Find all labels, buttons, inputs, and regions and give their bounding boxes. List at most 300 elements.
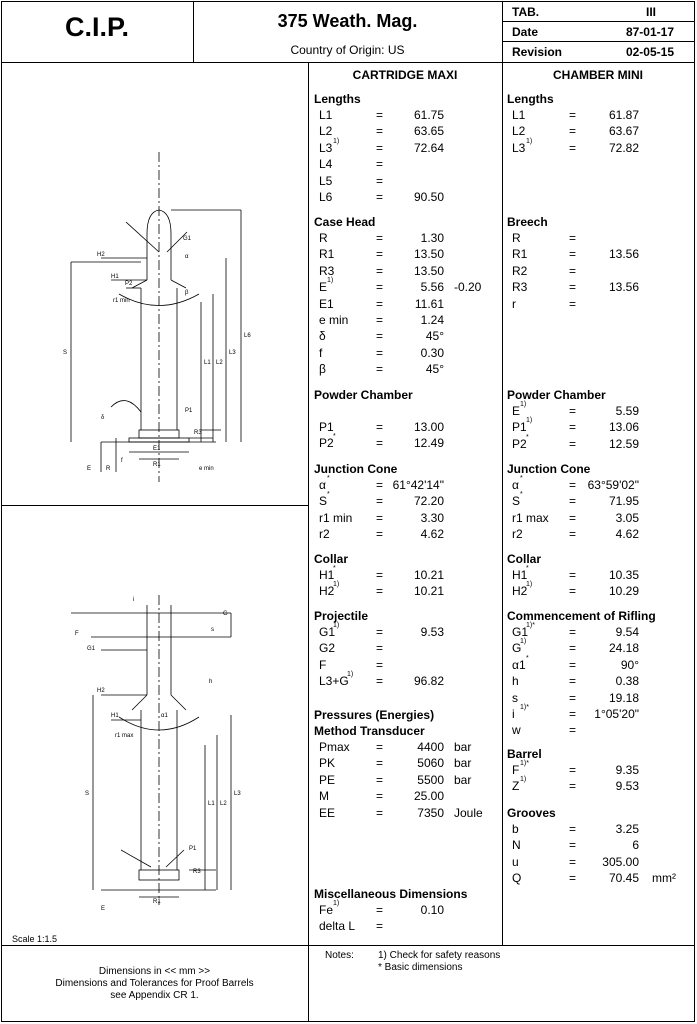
row-value: 13.56 xyxy=(608,247,639,262)
row-equals: = xyxy=(376,173,384,188)
dim-label: E xyxy=(101,906,106,912)
row-equals: = xyxy=(376,494,384,509)
row-value: 10.29 xyxy=(608,584,639,599)
dim-label: H1 xyxy=(111,713,119,719)
section-title: Projectile xyxy=(314,609,369,623)
row-label: N xyxy=(512,838,521,853)
row-label: L2 xyxy=(512,124,526,139)
row-value: 3.25 xyxy=(615,822,639,836)
row-footnote-mark: 1)* xyxy=(520,760,529,767)
row-equals: = xyxy=(376,108,384,122)
dim-label: F xyxy=(75,631,79,637)
g1-leader xyxy=(126,222,159,252)
row-equals: = xyxy=(569,641,577,656)
row-label: H1 xyxy=(512,568,528,582)
row-equals: = xyxy=(569,108,577,122)
revision-label: Revision xyxy=(512,45,563,59)
row-footnote-mark: 1)* xyxy=(520,704,529,711)
row-label: L5 xyxy=(319,173,333,188)
row-footnote-mark: 1) xyxy=(333,622,340,629)
row-label: R3 xyxy=(512,280,528,295)
row-label: M xyxy=(319,789,329,804)
row-value: 3.05 xyxy=(615,510,639,525)
tab-label: TAB. xyxy=(512,5,540,19)
row-label: G2 xyxy=(319,641,336,656)
row-label: Fe xyxy=(319,903,334,917)
dim-label: S xyxy=(85,791,90,797)
row-equals: = xyxy=(569,296,577,311)
dim-label: P1 xyxy=(185,408,193,414)
row-unit: mm² xyxy=(652,871,676,886)
row-equals: = xyxy=(569,723,577,738)
row-value: 13.50 xyxy=(413,263,444,278)
dim-label: α xyxy=(185,254,189,260)
row-footnote-mark: 1) xyxy=(333,137,340,145)
divider-drawing xyxy=(308,62,309,1022)
row-footnote-mark: 1) xyxy=(333,900,340,907)
row-value: 0.30 xyxy=(420,345,444,360)
row-equals: = xyxy=(569,779,577,794)
row-label: β xyxy=(319,362,326,377)
row-equals: = xyxy=(376,345,384,360)
row-label: S xyxy=(319,494,328,509)
dim-label: L2 xyxy=(220,801,227,807)
dim-label: i xyxy=(133,597,135,603)
row-value: 9.35 xyxy=(615,763,639,777)
dim-label: R1 xyxy=(153,462,161,468)
dim-label: P2 xyxy=(125,281,133,287)
dim-label: f xyxy=(121,458,123,464)
row-equals: = xyxy=(376,789,384,804)
row-value: 13.00 xyxy=(413,420,444,434)
divider-footer xyxy=(1,945,695,946)
row-footnote-mark: * xyxy=(327,491,330,499)
row-value: 45° xyxy=(425,329,444,344)
revision-value: 02-05-15 xyxy=(625,45,674,59)
row-footnote-mark: * xyxy=(526,433,529,441)
p1-leader xyxy=(121,850,151,867)
row-label: G1 xyxy=(512,625,529,639)
row-footnote-mark: 1) xyxy=(347,671,354,679)
shoulder-right xyxy=(171,280,186,288)
note-basic: * Basic dimensions xyxy=(378,962,463,973)
row-value: 72.64 xyxy=(413,140,444,155)
dim-label: α1 xyxy=(161,713,168,719)
row-equals: = xyxy=(376,263,384,278)
row-label: R2 xyxy=(512,263,528,278)
row-equals: = xyxy=(376,919,384,934)
row-equals: = xyxy=(376,657,384,672)
section-title: Breech xyxy=(507,215,548,229)
row-label: PE xyxy=(319,772,336,787)
dim-label: G1 xyxy=(183,236,192,242)
row-label: u xyxy=(512,854,519,869)
border-bottom xyxy=(1,1021,695,1022)
row-label: α1 xyxy=(512,657,526,672)
row-value: 63°59'02" xyxy=(587,478,639,492)
row-equals: = xyxy=(569,527,577,542)
dim-label: L2 xyxy=(216,360,223,366)
row-equals: = xyxy=(376,362,384,377)
row-footnote-mark: * xyxy=(520,475,523,482)
row-label: f xyxy=(319,345,323,360)
row-label: F xyxy=(512,763,520,777)
dim-label: L1 xyxy=(208,801,215,807)
dim-label: R3 xyxy=(193,869,201,875)
row-equals: = xyxy=(569,263,577,278)
row-label: Z xyxy=(512,779,520,794)
section-title: Case Head xyxy=(314,215,376,229)
row-label: R1 xyxy=(319,247,335,262)
dim-label: r1 min xyxy=(113,298,130,304)
row-value: 45° xyxy=(425,362,444,377)
tab-value: III xyxy=(645,5,656,19)
section-title: Collar xyxy=(314,552,349,566)
dim-label: G xyxy=(223,611,228,617)
row-value: 4.62 xyxy=(420,527,444,542)
section-title: Commencement of Rifling xyxy=(507,609,656,623)
row-label: H1 xyxy=(319,568,335,582)
row-equals: = xyxy=(376,568,384,582)
date-value: 87-01-17 xyxy=(625,25,674,39)
row-label: r2 xyxy=(319,527,330,542)
country-of-origin: Country of Origin: US xyxy=(290,43,405,57)
row-value: 71.95 xyxy=(608,494,639,509)
row-equals: = xyxy=(376,903,384,917)
row-value: 5500 xyxy=(417,772,444,787)
row-unit: -0.20 xyxy=(454,280,482,295)
row-label: r1 max xyxy=(512,510,549,525)
dim-label: H2 xyxy=(97,688,105,694)
row-value: 1°05'20" xyxy=(594,707,639,721)
row-unit: bar xyxy=(454,740,472,754)
row-equals: = xyxy=(569,584,577,599)
row-equals: = xyxy=(569,763,577,777)
dim-label: e min xyxy=(199,466,214,472)
row-equals: = xyxy=(569,854,577,869)
row-equals: = xyxy=(376,247,384,262)
dim-label: E xyxy=(87,466,92,472)
row-equals: = xyxy=(376,584,384,599)
row-label: L6 xyxy=(319,190,333,204)
section-title: Grooves xyxy=(507,806,556,820)
row-value: 11.61 xyxy=(414,296,444,311)
section-title: Powder Chamber xyxy=(314,388,413,402)
row-equals: = xyxy=(376,140,384,155)
date-label: Date xyxy=(512,25,539,39)
section-title: Junction Cone xyxy=(314,462,398,476)
row-equals: = xyxy=(376,231,384,245)
row-equals: = xyxy=(376,124,384,139)
row-equals: = xyxy=(569,822,577,836)
row-value: 19.18 xyxy=(608,690,639,705)
row-label: E xyxy=(512,404,521,418)
dim-label: R1 xyxy=(153,899,161,905)
row-value: 72.82 xyxy=(608,140,639,155)
row-label: r2 xyxy=(512,527,523,542)
dim-label: L1 xyxy=(204,360,211,366)
cone-right xyxy=(171,695,186,710)
row-equals: = xyxy=(376,510,384,525)
row-equals: = xyxy=(376,756,384,771)
row-value: 9.54 xyxy=(615,625,639,639)
dim-label: L3 xyxy=(234,791,241,797)
row-label: R xyxy=(319,231,328,245)
row-value: 13.50 xyxy=(413,247,444,262)
row-unit: Joule xyxy=(454,805,483,820)
section-title: Powder Chamber xyxy=(507,388,606,402)
row-value: 305.00 xyxy=(602,854,639,869)
row-value: 5.56 xyxy=(420,280,444,295)
cartridge-drawing xyxy=(1,62,308,505)
row-equals: = xyxy=(376,805,384,820)
row-value: 63.65 xyxy=(413,124,444,139)
row-label: r1 min xyxy=(319,510,353,525)
row-label: L3 xyxy=(319,140,333,155)
row-label: L3 xyxy=(512,140,526,155)
divider-tab xyxy=(502,21,694,22)
dim-label: R xyxy=(106,466,111,472)
row-footnote-mark: 1) xyxy=(526,137,533,145)
row-label: P2 xyxy=(512,436,527,451)
row-equals: = xyxy=(569,231,577,245)
row-value: 10.21 xyxy=(413,584,444,599)
row-label: L1 xyxy=(319,108,333,122)
cartridge-heading: CARTRIDGE MAXI xyxy=(352,68,458,82)
dim-label: L6 xyxy=(244,333,251,339)
delta-arc xyxy=(111,401,141,412)
row-value: 1.30 xyxy=(420,231,444,245)
appendix-note: see Appendix CR 1. xyxy=(110,990,199,1001)
row-value: 90.50 xyxy=(413,190,444,204)
document-title: 375 Weath. Mag. xyxy=(277,11,418,31)
row-label: R xyxy=(512,231,521,245)
row-equals: = xyxy=(569,478,577,492)
section-title: Lengths xyxy=(314,92,361,106)
row-label: b xyxy=(512,822,519,836)
dim-label: h xyxy=(209,679,213,685)
dim-label: E1 xyxy=(153,446,161,452)
row-value: 61.87 xyxy=(608,108,639,122)
row-equals: = xyxy=(376,674,384,689)
section-title: Barrel xyxy=(507,747,542,761)
row-value: 5.59 xyxy=(615,404,639,418)
row-label: L1 xyxy=(512,108,526,122)
row-equals: = xyxy=(569,247,577,262)
row-equals: = xyxy=(569,657,577,672)
row-value: 10.35 xyxy=(608,568,639,582)
row-equals: = xyxy=(376,296,384,311)
border-right xyxy=(694,1,695,1022)
row-value: 25.00 xyxy=(413,789,444,804)
row-equals: = xyxy=(569,838,577,853)
row-label: delta L xyxy=(319,919,356,934)
divider-columns xyxy=(502,1,503,945)
note-safety: 1) Check for safety reasons xyxy=(378,950,501,961)
row-equals: = xyxy=(569,124,577,139)
row-label: P1 xyxy=(512,420,527,435)
row-equals: = xyxy=(376,190,384,204)
row-footnote-mark: * xyxy=(327,475,330,482)
row-equals: = xyxy=(569,690,577,705)
row-label: s xyxy=(512,690,518,705)
alpha-leader xyxy=(167,232,187,252)
row-footnote-mark: * xyxy=(333,565,336,572)
dim-label: r1 max xyxy=(115,733,134,739)
row-value: 61°42'14" xyxy=(392,478,444,492)
row-label: r xyxy=(512,296,516,311)
row-value: 0.10 xyxy=(420,903,444,917)
row-value: 5060 xyxy=(417,756,444,771)
dim-label: L3 xyxy=(229,350,236,356)
dim-label: G1 xyxy=(87,646,96,652)
row-label: G xyxy=(512,641,522,656)
row-equals: = xyxy=(569,140,577,155)
section-title: Collar xyxy=(507,552,542,566)
section-title: Lengths xyxy=(507,92,554,106)
chamber-heading: CHAMBER MINI xyxy=(553,68,643,82)
row-value: 61.75 xyxy=(413,108,444,122)
row-label: Pmax xyxy=(319,740,350,754)
row-label: w xyxy=(512,723,521,738)
row-footnote-mark: 1) xyxy=(520,776,527,784)
row-equals: = xyxy=(569,674,577,689)
row-equals: = xyxy=(376,313,384,327)
row-value: 96.82 xyxy=(413,674,444,689)
divider-date xyxy=(502,41,694,42)
row-equals: = xyxy=(569,510,577,525)
row-equals: = xyxy=(376,157,384,172)
row-value: 72.20 xyxy=(413,494,444,509)
row-label: α xyxy=(319,478,326,492)
notes-label: Notes: xyxy=(325,950,354,961)
row-footnote-mark: * xyxy=(520,491,523,499)
row-label: L4 xyxy=(319,157,333,172)
row-value: 10.21 xyxy=(413,568,444,582)
row-footnote-mark: 1) xyxy=(526,417,533,425)
row-footnote-mark: * xyxy=(333,433,336,441)
row-value: 4.62 xyxy=(615,527,639,542)
row-value: 3.30 xyxy=(420,510,444,525)
row-value: 6 xyxy=(632,838,639,853)
row-label: H2 xyxy=(512,584,528,599)
row-equals: = xyxy=(569,280,577,295)
dimensions-note: Dimensions in << mm >> xyxy=(98,966,211,977)
row-label: G1 xyxy=(319,625,336,639)
dim-label: P1 xyxy=(189,846,197,852)
org-title: C.I.P. xyxy=(64,12,130,42)
row-label: P2 xyxy=(319,436,334,451)
row-equals: = xyxy=(569,436,577,451)
row-value: 9.53 xyxy=(615,779,639,794)
pressures-title: Pressures (Energies) xyxy=(314,708,435,722)
dim-label: s xyxy=(211,627,214,633)
row-label: R3 xyxy=(319,263,335,278)
row-footnote-mark: 1) xyxy=(526,581,533,589)
row-value: 12.49 xyxy=(413,436,444,451)
row-footnote-mark: 1) xyxy=(520,638,527,646)
row-label: i xyxy=(512,707,515,721)
row-value: 4400 xyxy=(417,740,444,754)
dim-label: H1 xyxy=(111,274,119,280)
row-label: h xyxy=(512,674,519,689)
row-label: L2 xyxy=(319,124,333,139)
row-label: e min xyxy=(319,313,349,327)
section-title: Miscellaneous Dimensions xyxy=(314,887,468,901)
chamber-drawing xyxy=(1,505,308,925)
row-unit: bar xyxy=(454,772,472,787)
row-footnote-mark: 1) xyxy=(520,401,527,408)
row-equals: = xyxy=(376,478,384,492)
scale-label: Scale 1:1.5 xyxy=(12,934,58,944)
row-label: E1 xyxy=(319,296,334,311)
section-title: Junction Cone xyxy=(507,462,591,476)
row-equals: = xyxy=(569,420,577,435)
row-value: 70.45 xyxy=(608,871,639,886)
row-footnote-mark: * xyxy=(526,654,529,662)
shoulder-left xyxy=(132,280,147,288)
row-equals: = xyxy=(376,641,384,656)
p1-leader-right xyxy=(166,850,184,867)
row-equals: = xyxy=(569,494,577,509)
row-footnote-mark: 1) xyxy=(327,277,334,285)
row-equals: = xyxy=(376,280,384,295)
row-equals: = xyxy=(376,740,384,754)
row-equals: = xyxy=(376,436,384,451)
row-value: 1.24 xyxy=(420,313,444,327)
row-equals: = xyxy=(569,707,577,721)
row-label: R1 xyxy=(512,247,528,262)
row-equals: = xyxy=(569,871,577,886)
border-top xyxy=(1,1,695,2)
row-value: 13.06 xyxy=(608,420,639,435)
row-label: δ xyxy=(319,329,326,344)
dim-label: H2 xyxy=(97,252,105,258)
method-title: Method Transducer xyxy=(314,724,425,738)
tolerances-note: Dimensions and Tolerances for Proof Barrels xyxy=(55,978,254,989)
row-equals: = xyxy=(376,420,384,434)
row-value: 0.38 xyxy=(615,674,639,689)
dim-label: S xyxy=(63,350,68,356)
row-label: EE xyxy=(319,805,336,820)
row-equals: = xyxy=(376,772,384,787)
row-equals: = xyxy=(569,568,577,582)
cone-left xyxy=(132,695,147,710)
row-label: S xyxy=(512,494,521,509)
row-label: H2 xyxy=(319,584,335,599)
row-value: 90° xyxy=(620,657,639,672)
dim-label: δ xyxy=(101,415,105,421)
row-label: L3+G xyxy=(319,674,349,689)
row-footnote-mark: 1) xyxy=(333,581,340,589)
row-label: Q xyxy=(512,871,522,886)
row-value: 12.59 xyxy=(608,436,639,451)
row-value: 13.56 xyxy=(608,280,639,295)
dim-label: R3 xyxy=(194,430,202,436)
row-unit: bar xyxy=(454,756,472,771)
row-footnote-mark: * xyxy=(526,565,529,572)
row-label: α xyxy=(512,478,519,492)
row-equals: = xyxy=(376,527,384,542)
row-value: 9.53 xyxy=(420,625,444,639)
row-value: 24.18 xyxy=(608,641,639,656)
row-label: P1 xyxy=(319,420,334,434)
row-equals: = xyxy=(569,404,577,418)
row-equals: = xyxy=(376,625,384,639)
dim-label: β xyxy=(185,290,189,296)
row-label: PK xyxy=(319,756,336,771)
row-value: 7350 xyxy=(417,805,444,820)
